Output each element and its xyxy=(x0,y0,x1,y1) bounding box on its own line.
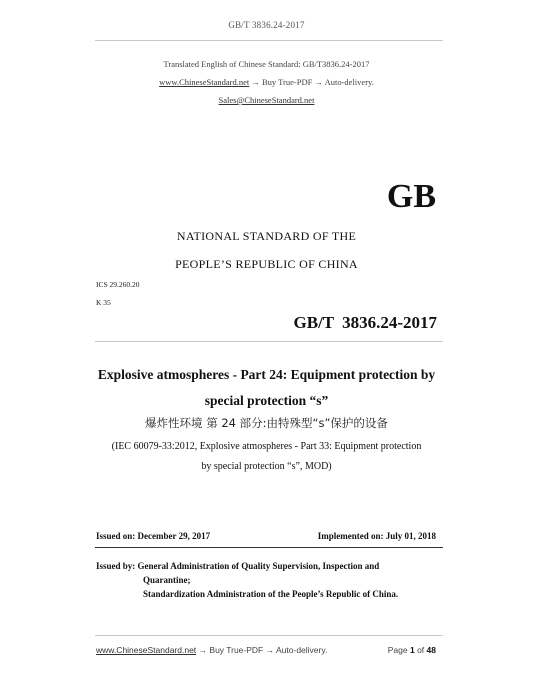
implemented-on-date: Implemented on: July 01, 2018 xyxy=(317,531,436,541)
ics-code: ICS 29.260.20 xyxy=(96,280,140,289)
purchase-text: → Buy True-PDF → Auto-delivery. xyxy=(249,77,374,87)
iec-reference-line1: (IEC 60079-33:2012, Explosive atmospheres - Part 33: Equipment protection xyxy=(111,441,422,452)
purchase-line xyxy=(0,77,533,87)
issuer-line2: Quarantine; xyxy=(143,575,191,585)
ccs-code: K 35 xyxy=(96,298,111,307)
page-current: 1 xyxy=(409,645,415,655)
header-divider xyxy=(95,40,443,41)
document-title-chinese: 爆炸性环境 第 24 部分:由特殊型“s”保护的设备 xyxy=(145,416,388,430)
footer-purchase-text: → Buy True-PDF → Auto-delivery. xyxy=(196,645,328,655)
footer-purchase-line xyxy=(96,645,327,655)
footer-divider xyxy=(95,635,443,636)
email-line xyxy=(0,95,533,105)
document-title-line2: special protection “s” xyxy=(204,393,329,408)
dates-divider xyxy=(95,547,443,548)
issuer-line1 xyxy=(96,561,379,571)
issued-on-date: Issued on: December 29, 2017 xyxy=(96,531,211,541)
issuer-label: Issued by: xyxy=(96,561,138,571)
page-indicator xyxy=(388,645,436,655)
iec-reference-line2: by special protection “s”, MOD) xyxy=(201,461,332,472)
page-of: of xyxy=(414,645,427,655)
page-total: 48 xyxy=(426,645,436,655)
site-link[interactable]: www.ChineseStandard.net xyxy=(159,77,250,87)
issuer-line3: Standardization Administration of the People’s Republic of China. xyxy=(143,589,399,599)
translation-note: Translated English of Chinese Standard: GB/T3836.24-2017 xyxy=(163,59,370,69)
issuer-name-1: General Administration of Quality Supervision, Inspection and xyxy=(137,561,380,571)
email-link[interactable]: Sales@ChineseStandard.net xyxy=(218,95,315,105)
standard-number-divider xyxy=(95,341,443,342)
gb-logo-mark: GB xyxy=(386,178,436,215)
national-standard-line1: NATIONAL STANDARD OF THE xyxy=(176,229,357,243)
footer-site-link[interactable]: www.ChineseStandard.net xyxy=(96,645,197,655)
standard-number: GB/T 3836.24-2017 xyxy=(293,313,437,332)
running-header: GB/T 3836.24-2017 xyxy=(228,20,305,30)
document-title-line1: Explosive atmospheres - Part 24: Equipment protection by xyxy=(97,367,436,382)
page-label: Page xyxy=(387,645,410,655)
national-standard-line2: PEOPLE’S REPUBLIC OF CHINA xyxy=(175,257,358,271)
